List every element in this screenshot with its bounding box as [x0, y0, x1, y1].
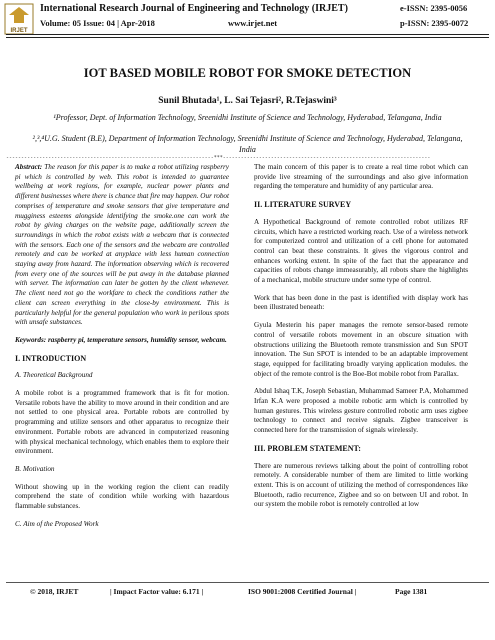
footer-rule — [6, 582, 489, 583]
paper-authors: Sunil Bhutada¹, L. Sai Tejasri², R.Tejaswini³ — [158, 96, 337, 106]
subsection-theoretical-background: A. Theoretical Background — [15, 371, 93, 380]
abstract — [15, 163, 229, 328]
section-heading-problem-statement: III. PROBLEM STATEMENT: — [254, 443, 361, 453]
irjet-logo — [4, 3, 34, 35]
affiliation-2: ²,³,⁴U.G. Student (B.E), Department of Information Technology, Sreenidhi Institute of Science and Technology, Hyderabad, Telangana, India — [32, 134, 463, 154]
p-issn: p-ISSN: 2395-0072 — [400, 18, 469, 28]
problem-paragraph: There are numerous reviews talking about the point of controlling robot remotely. A considerable number of them are limited to little working extent. This is on account of utilizing the method of correspondences like Bluetooth, radio recurrence, Zigbee and so on between UI and robot. In our system the mobile robot is remotely controlled at low — [254, 461, 468, 509]
subsection-aim: C. Aim of the Proposed Work — [15, 519, 99, 528]
e-issn: e-ISSN: 2395-0056 — [400, 3, 468, 13]
journal-title: International Research Journal of Engineering and Technology (IRJET) — [40, 3, 348, 14]
subsection-motivation: B. Motivation — [15, 464, 55, 473]
abstract-label: Abstract: — [15, 163, 43, 171]
footer-iso: ISO 9001:2008 Certified Journal | — [248, 587, 357, 596]
keywords: Keywords: raspberry pi, temperature sensors, humidity sensor, webcam. — [15, 335, 227, 344]
svg-text:IRJET: IRJET — [10, 28, 28, 34]
literature-paragraph-4: Abdul Ishaq T.K, Joseph Sebastian, Muhammad Sameer P.A, Mohammed Irfan K.A were proposed a mobile robotic arm which is controlled by human gestures. This wireless gesture controlled robotic arm uses zigbee technology to connect and receive signals. Zigbee transceiver is connected here for the transmission of signals wirelessly. — [254, 387, 468, 435]
footer-copyright: © 2018, IRJET — [30, 587, 79, 596]
aim-paragraph: The main concern of this paper is to create a real time robot which can provide live streaming of the surroundings and also give information regarding the temperature and humidity of any particular area. — [254, 163, 468, 191]
volume-issue: Volume: 05 Issue: 04 | Apr-2018 — [40, 18, 155, 28]
abstract-text: The reason for this paper is to make a robot utilizing raspberry pi which is controlled by web. This robot is intended to guarantee wellbeing at work regions, for example, nuclear power plants and different businesses where there is chance that fire may happen. Our robot comprises of temperature and smoke sensors that give temperature and mugginess esteems alongside identifying the smoke.one can work the robot by giving charges on the website page, additionally screen the surroundings in which the robot exists with a webcam that is connected with the sensors. Each one of the sensors and the webcam are controlled remotely and can be worked at anyplace with less human connection staying away from hazard. The information observing which is recovered from every one of the sources will be put away in the database planned with server. The information can later be gotten by the client whenever. The client need not go the workfare to check the conditions rather the client can screen everything in the close-by environment. This is particularly helpful for the general population who work in perilous spots with unsafe substances. — [15, 163, 229, 327]
intro-paragraph: A mobile robot is a programmed framework that is fit for motion. Versatile robots have the ability to move around in their condition and are not settled to one physical area. Portable robots are controlled by programming and utilize sensors and other apparatus to recognize their environment. Portable robots are advanced in computerized reasoning with physical mechanical technology, which enables them to explore their environment. — [15, 389, 229, 456]
header-rule-thin — [6, 37, 489, 38]
affiliation-1: ¹Professor, Dept. of Information Technology, Sreenidhi Institute of Science and Technology, Hyderabad, Telangana, India — [53, 113, 442, 122]
journal-website-link[interactable]: www.irjet.net — [228, 18, 278, 28]
header-rule — [6, 34, 489, 35]
right-column — [254, 163, 468, 518]
journal-header — [0, 0, 495, 38]
motivation-paragraph: Without showing up in the working region the client can readily comprehend the state of condition while working with hazardous flammable substances. — [15, 482, 229, 511]
literature-paragraph-1: A Hypothetical Background of remote controlled robot utilizes RF circuits, which have a restricted working reach. Use of a wireless network for computerized control and utilization of a cell phone for automated control can beat these constraints. It gives the vigorous control and enhances working extent. In spite of the fact that the appearance and capacities of robots change immeasurably, all robots share the highlights of a mechanical, mobile structure under some type of control. — [254, 217, 468, 285]
section-heading-literature-survey: II. LITERATURE SURVEY — [254, 200, 352, 210]
literature-paragraph-3: Gyula Mesterin his paper manages the remote sensor-based remote control of versatile robots movement in an obscure situation with obstructions utilizing the Bluetooth remote transmission and Sun SPOT innovation. The Sun SPOT is intended to be an adaptable improvement stage, equipped for facilitating broadly varying application modules. the object of the remote control is the Boe-Bot mobile robot from Parallax. — [254, 321, 468, 378]
literature-paragraph-2: Work that has been done in the past is identified with display work has been illustrated beneath: — [254, 293, 468, 312]
left-column — [15, 163, 229, 538]
paper-title: IOT BASED MOBILE ROBOT FOR SMOKE DETECTION — [83, 66, 412, 80]
footer-impact-factor: | Impact Factor value: 6.171 | — [110, 587, 204, 596]
footer-page-number: Page 1381 — [395, 587, 428, 596]
section-heading-introduction: I. INTRODUCTION — [15, 353, 87, 363]
section-separator: ---------------------------------------------------------------------***--------------------------------------------------------------------- — [6, 155, 431, 161]
